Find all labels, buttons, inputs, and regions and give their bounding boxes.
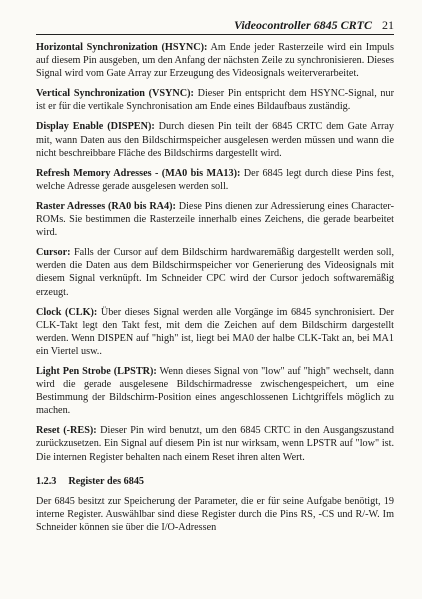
term-hsync: Horizontal Synchronization (HSYNC): <box>36 42 208 53</box>
section-number: 1.2.3 <box>36 475 57 487</box>
paragraph-clock <box>36 306 394 358</box>
paragraph-dispen <box>36 120 394 159</box>
section-title: Register des 6845 <box>68 475 145 487</box>
running-header <box>36 12 394 35</box>
paragraph-hsync <box>36 41 394 80</box>
term-raster-adresses: Raster Adresses (RA0 bis RA4): <box>36 200 176 212</box>
paragraph-raster-adresses <box>36 200 394 239</box>
header-title: Videocontroller 6845 CRTC <box>233 18 372 32</box>
term-vsync: Vertical Synchronization (VSYNC): <box>36 88 194 100</box>
section-heading <box>36 475 394 488</box>
desc-reset: Dieser Pin wird benutzt, um den 6845 CRTC in den Ausgangszustand zurückzusetzen. Ein Signal auf diesem Pin ist nur wirksam, wenn LPSTR auf "low" ist. Die internen Register behalten nach einem Reset ihren alten Wert. <box>36 425 394 463</box>
paragraph-refresh-memory <box>36 167 394 193</box>
term-refresh-memory: Refresh Memory Adresses - (MA0 bis MA13): <box>36 167 241 179</box>
desc-dispen: Durch diesen Pin teilt der 6845 CRTC dem Gate Array mit, wann Daten aus den Bildschirmspeicher ausgelesen werden müssen und wann die nicht beschreibbare Fläche des Bildschirms dargestellt wird. <box>36 121 394 159</box>
term-light-pen: Light Pen Strobe (LPSTR): <box>36 365 157 377</box>
desc-cursor: Falls der Cursor auf dem Bildschirm hardwaremäßig dargestellt werden soll, werden die Daten aus dem Bildschirmspeicher vor Generierung des Videosignals mit diesem Signal verknüpft. Im Schneider CPC wird der Cursor jedoch softwaremäßig erzeugt. <box>36 247 394 298</box>
desc-vsync: Dieser Pin entspricht dem HSYNC-Signal, nur ist er für die vertikale Synchronisation am Ende eines Bildaufbaus zuständig. <box>36 88 395 113</box>
desc-refresh-memory: Der 6845 legt durch diese Pins fest, welche Adresse gerade ausgelesen werden soll. <box>36 167 394 192</box>
term-cursor: Cursor: <box>36 247 71 259</box>
desc-raster-adresses: Diese Pins dienen zur Adressierung eines Character-ROMs. Sie bestimmen die Rasterzeile innerhalb eines Zeichens, die gerade bearbeitet wird. <box>36 200 395 239</box>
paragraph-light-pen <box>36 365 394 417</box>
desc-hsync: Am Ende jeder Rasterzeile wird ein Impuls auf diesem Pin ausgeben, um den Anfang der nächsten Zeile zu synchronisieren. Dieses Signal wird vom Gate Array zur Erzeugung des Videosignals weiterverarbeitet. <box>36 42 394 80</box>
paragraph-vsync <box>36 87 394 113</box>
paragraph-cursor <box>36 246 394 298</box>
term-clock: Clock (CLK): <box>36 306 98 318</box>
page-body <box>36 41 394 541</box>
term-dispen: Display Enable (DISPEN): <box>36 121 155 133</box>
paragraph-reset <box>36 424 394 463</box>
term-reset: Reset (-RES): <box>36 425 97 437</box>
desc-clock: Über dieses Signal werden alle Vorgänge im 6845 synchronisiert. Der CLK-Takt legt den Takt fest, mit dem die Zeichen auf dem Bildschirm dargestellt werden. Wenn DISPEN auf "high" ist, liegt bei MA0 der halbe CLK-Takt an, bei MA1 ein Viertel usw.. <box>36 306 394 357</box>
page-number: 21 <box>382 18 394 32</box>
section-paragraph: Der 6845 besitzt zur Speicherung der Parameter, die er für seine Aufgabe benötigt, 19 interne Register. Auswählbar sind diese Register durch die Pins RS, -CS und R/-W. Im Schneider können sie über die I/O-Adressen <box>36 495 394 533</box>
desc-light-pen: Wenn dieses Signal von "low" auf "high" wechselt, dann wird die gerade ausgelesene Bildschirmadresse zwischengespeichert, um eine Bestimmung der Bildschirm-Position eines angeschlossenen Lichtgriffels möglich zu machen. <box>36 365 394 417</box>
